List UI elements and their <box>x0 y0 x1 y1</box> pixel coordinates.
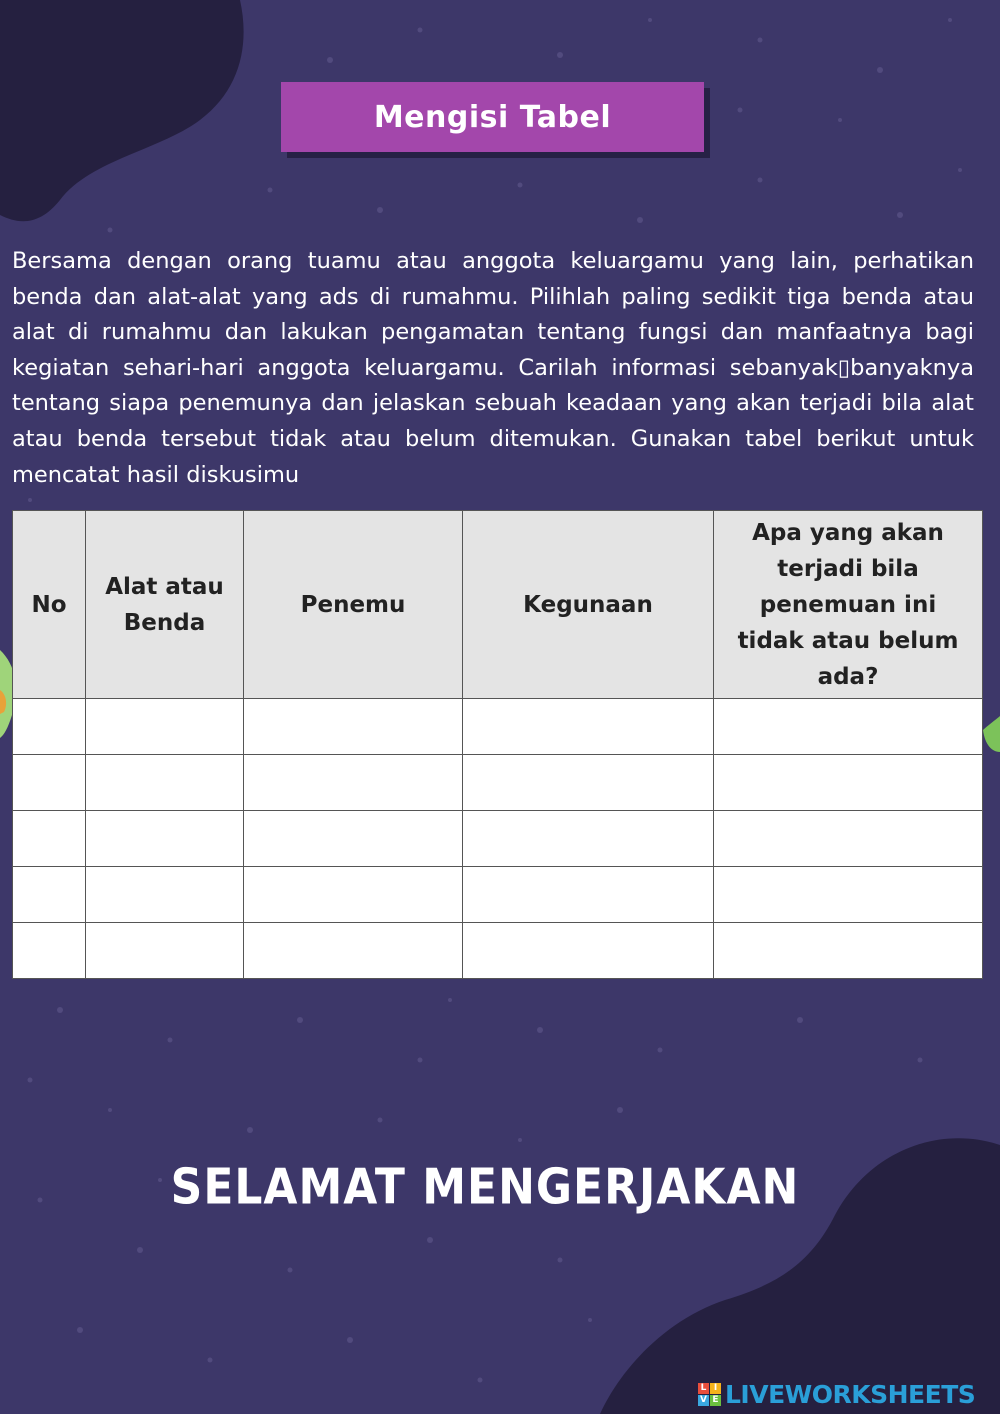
brand-name: LIVEWORKSHEETS <box>725 1380 976 1409</box>
title-banner <box>281 82 704 152</box>
liveworksheets-logo-icon: L I V E <box>698 1383 721 1406</box>
table-row <box>13 923 983 979</box>
header-no: No <box>13 511 86 699</box>
table-cell[interactable] <box>463 867 714 923</box>
table-cell[interactable] <box>86 923 244 979</box>
page-title: Mengisi Tabel <box>373 99 612 135</box>
liveworksheets-brand[interactable] <box>698 1380 975 1409</box>
table-cell[interactable] <box>714 867 983 923</box>
table-cell[interactable] <box>714 699 983 755</box>
right-leaf-decoration <box>983 716 1000 752</box>
header-item: Alat atau Benda <box>86 511 244 699</box>
table-cell[interactable] <box>13 867 86 923</box>
table-row <box>13 699 983 755</box>
table-cell[interactable] <box>714 811 983 867</box>
header-use: Kegunaan <box>463 511 714 699</box>
header-inventor: Penemu <box>244 511 463 699</box>
header-if-absent: Apa yang akan terjadi bila penemuan ini tidak atau belum ada? <box>714 511 983 699</box>
table-cell[interactable] <box>86 699 244 755</box>
table-cell[interactable] <box>244 867 463 923</box>
table-cell[interactable] <box>13 699 86 755</box>
table-cell[interactable] <box>714 923 983 979</box>
table-header-row <box>13 511 983 699</box>
table-row <box>13 755 983 811</box>
table-cell[interactable] <box>86 755 244 811</box>
table-cell[interactable] <box>463 699 714 755</box>
table-cell[interactable] <box>86 811 244 867</box>
table-row <box>13 867 983 923</box>
observation-table <box>12 510 983 979</box>
table-cell[interactable] <box>86 867 244 923</box>
table-cell[interactable] <box>244 811 463 867</box>
table-cell[interactable] <box>13 755 86 811</box>
table-cell[interactable] <box>463 755 714 811</box>
instructions-paragraph: Bersama dengan orang tuamu atau anggota keluargamu yang lain, perhatikan benda dan alat-alat yang ads di rumahmu. Pilihlah paling sedikit tiga benda atau alat di rumahmu dan lakukan pengamatan tentang fungsi dan manfaatnya bagi kegiatan sehari-hari anggota keluargamu. Carilah informasi sebanyak▯banyaknya tentang siapa penemunya dan jelaskan sebuah keadaan yang akan terjadi bila alat atau benda tersebut tidak atau belum ditemukan. Gunakan tabel berikut untuk mencatat hasil diskusimu <box>12 248 974 488</box>
table-cell[interactable] <box>13 923 86 979</box>
table-cell[interactable] <box>463 923 714 979</box>
top-left-blob <box>0 0 244 221</box>
closing-message: SELAMAT MENGERJAKAN <box>170 1158 800 1217</box>
table-cell[interactable] <box>13 811 86 867</box>
table-row <box>13 811 983 867</box>
table-cell[interactable] <box>714 755 983 811</box>
table-cell[interactable] <box>463 811 714 867</box>
table-cell[interactable] <box>244 699 463 755</box>
table-cell[interactable] <box>244 923 463 979</box>
table-cell[interactable] <box>244 755 463 811</box>
